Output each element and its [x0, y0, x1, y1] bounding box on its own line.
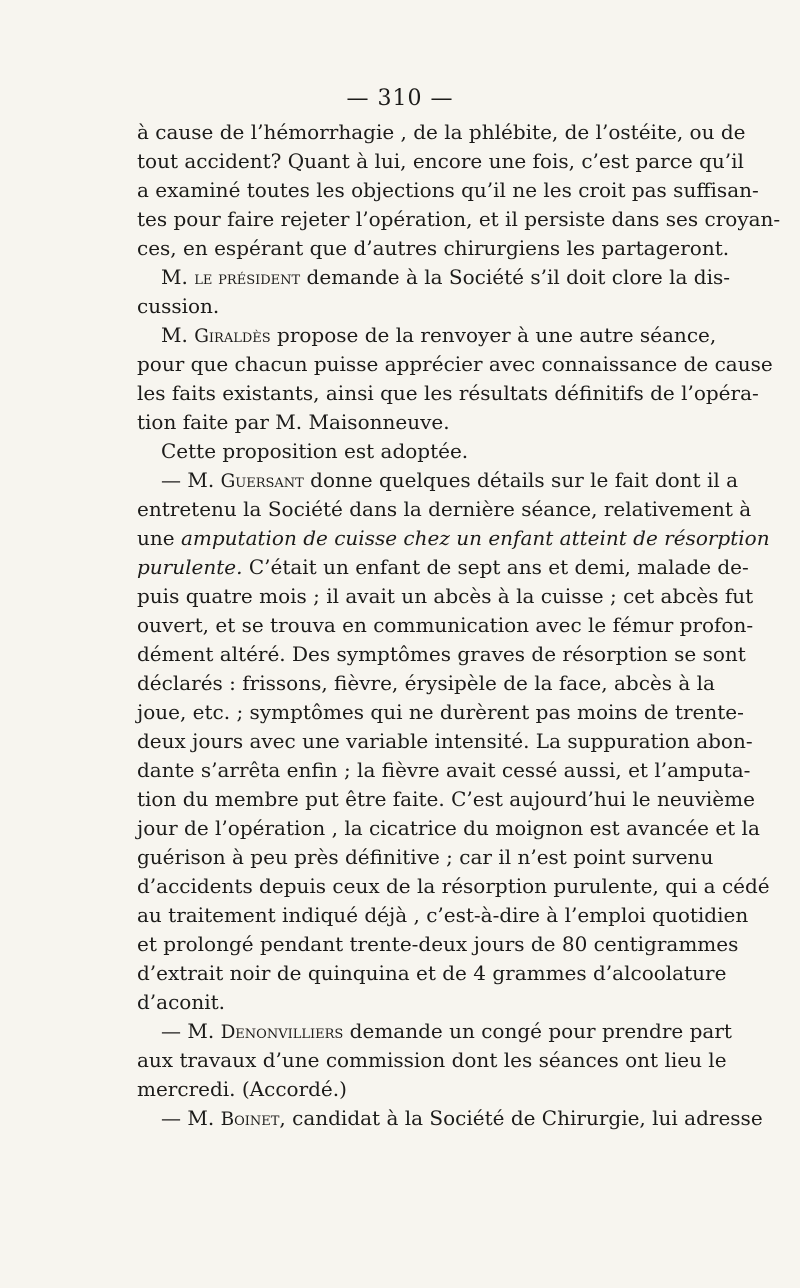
- text-line: au traitement indiqué déjà , c’est-à-dire à l’emploi quotidien: [137, 903, 749, 927]
- text-line: guérison à peu près définitive ; car il n’est point survenu: [137, 845, 714, 869]
- text-line: dément altéré. Des symptômes graves de résorption se sont: [137, 642, 746, 666]
- text-line: deux jours avec une variable intensité. La suppuration abon-: [137, 729, 753, 753]
- text-line: mercredi. (Accordé.): [137, 1077, 347, 1101]
- text-line: Cette proposition est adoptée.: [161, 439, 469, 463]
- text-line: jour de l’opération , la cicatrice du moignon est avancée et la: [137, 816, 760, 840]
- text-line: les faits existants, ainsi que les résultats définitifs de l’opéra-: [137, 381, 759, 405]
- text-line: — M. Denonvilliers demande un congé pour prendre part: [161, 1019, 732, 1043]
- body-text: [137, 118, 781, 1133]
- text-line: d’aconit.: [137, 990, 225, 1014]
- text-line: à cause de l’hémorrhagie , de la phlébite, de l’ostéite, ou de: [137, 120, 746, 144]
- text-line: déclarés : frissons, fièvre, érysipèle de la face, abcès à la: [137, 671, 715, 695]
- italic-phrase: purulente.: [137, 555, 243, 579]
- text-line: cussion.: [137, 294, 220, 318]
- speaker-name: Boinet: [220, 1109, 280, 1130]
- speaker-name: le président: [194, 268, 301, 289]
- text-line: et prolongé pendant trente-deux jours de 80 centigrammes: [137, 932, 739, 956]
- text-line: dante s’arrêta enfin ; la fièvre avait cessé aussi, et l’amputa-: [137, 758, 751, 782]
- speaker-name: Denonvilliers: [220, 1022, 344, 1043]
- text-line: ces, en espérant que d’autres chirurgiens les partageront.: [137, 236, 730, 260]
- text-line: M. le président demande à la Société s’il doit clore la dis-: [161, 265, 731, 289]
- text-line: a examiné toutes les objections qu’il ne les croit pas suffisan-: [137, 178, 759, 202]
- text-line: — M. Guersant donne quelques détails sur le fait dont il a: [161, 468, 739, 492]
- text-line: purulente. C’était un enfant de sept ans et demi, malade de-: [137, 555, 749, 579]
- text-line: tes pour faire rejeter l’opération, et il persiste dans ses croyan-: [137, 207, 781, 231]
- text-line: tion faite par M. Maisonneuve.: [137, 410, 450, 434]
- text-line: joue, etc. ; symptômes qui ne durèrent pas moins de trente-: [137, 700, 744, 724]
- speaker-name: Giraldès: [194, 326, 271, 347]
- text-line: tout accident? Quant à lui, encore une fois, c’est parce qu’il: [137, 149, 744, 173]
- text-line: entretenu la Société dans la dernière séance, relativement à: [137, 497, 752, 521]
- text-line: puis quatre mois ; il avait un abcès à la cuisse ; cet abcès fut: [137, 584, 754, 608]
- page-number: — 310 —: [346, 86, 454, 111]
- text-line: tion du membre put être faite. C’est aujourd’hui le neuvième: [137, 787, 755, 811]
- text-line: pour que chacun puisse apprécier avec connaissance de cause: [137, 352, 773, 376]
- text-line: — M. Boinet, candidat à la Société de Chirurgie, lui adresse: [161, 1106, 763, 1130]
- italic-phrase: amputation de cuisse chez un enfant atteint de résorption: [180, 526, 770, 550]
- text-line: ouvert, et se trouva en communication avec le fémur profon-: [137, 613, 754, 637]
- text-line: une amputation de cuisse chez un enfant atteint de résorption: [137, 526, 770, 550]
- text-line: d’accidents depuis ceux de la résorption purulente, qui a cédé: [137, 874, 770, 898]
- text-line: aux travaux d’une commission dont les séances ont lieu le: [137, 1048, 727, 1072]
- text-line: d’extrait noir de quinquina et de 4 grammes d’alcoolature: [137, 961, 727, 985]
- speaker-name: Guersant: [220, 471, 304, 492]
- text-line: M. Giraldès propose de la renvoyer à une autre séance,: [161, 323, 717, 347]
